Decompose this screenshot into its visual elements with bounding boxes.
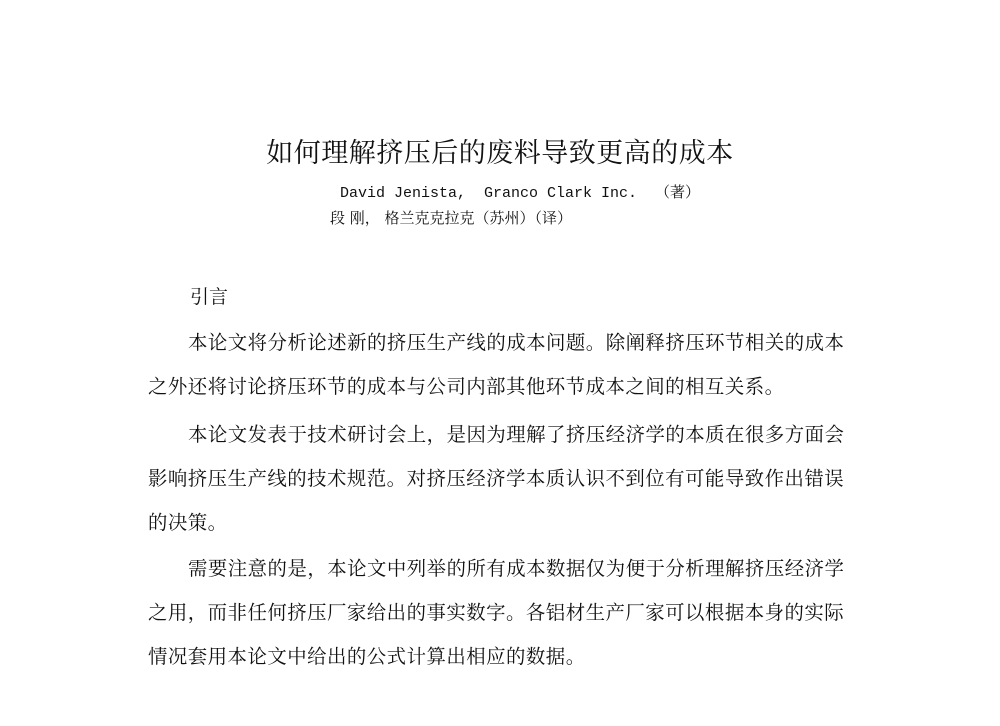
paragraph-line: 本论文将分析论述新的挤压生产线的成本问题。除阐释挤压环节相关的成本 [188, 331, 845, 354]
paragraph-line: 的决策。 [148, 511, 228, 534]
author-line: David Jenista, Granco Clark Inc. （著） [340, 185, 701, 202]
paragraph-line: 情况套用本论文中给出的公式计算出相应的数据。 [148, 645, 586, 668]
section-heading: 引言 [190, 286, 229, 308]
translator-line: 段 刚， 格兰克克拉克（苏州）（译） [330, 209, 573, 227]
paragraph-line: 之外还将讨论挤压环节的成本与公司内部其他环节成本之间的相互关系。 [148, 375, 785, 398]
document-title: 如何理解挤压后的废料导致更高的成本 [266, 138, 734, 169]
paragraph-line: 需要注意的是，本论文中列举的所有成本数据仅为便于分析理解挤压经济学 [188, 557, 845, 580]
paragraph-line: 之用，而非任何挤压厂家给出的事实数字。各铝材生产厂家可以根据本身的实际 [148, 601, 845, 624]
paragraph-line: 影响挤压生产线的技术规范。对挤压经济学本质认识不到位有可能导致作出错误 [148, 467, 845, 490]
paragraph-line: 本论文发表于技术研讨会上，是因为理解了挤压经济学的本质在很多方面会 [188, 423, 845, 446]
